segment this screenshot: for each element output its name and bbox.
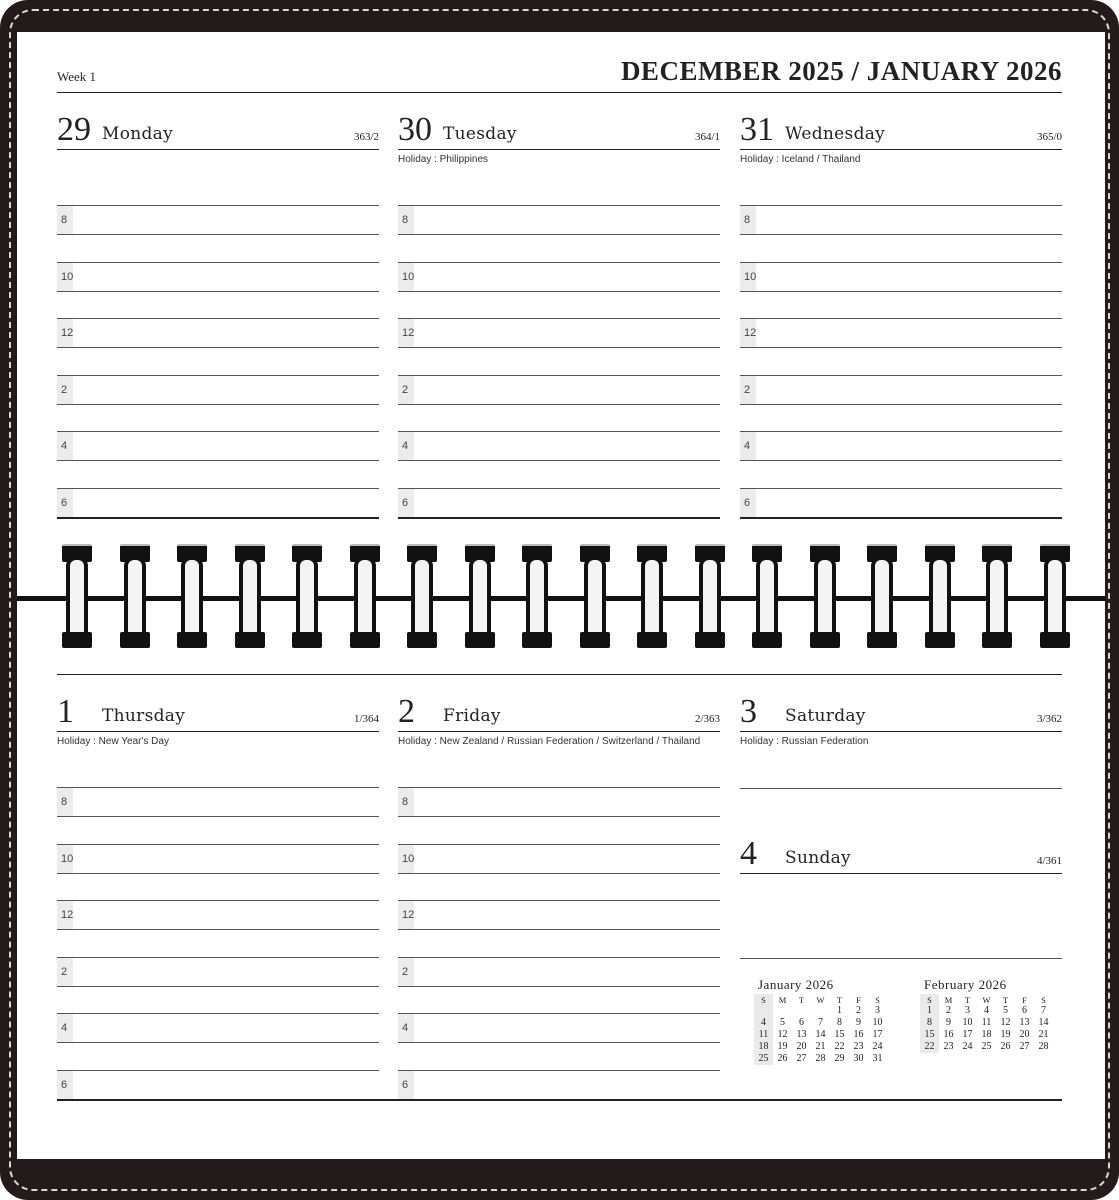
day-name: Monday <box>102 124 174 144</box>
day-number: 4 <box>740 835 757 872</box>
spiral-ring <box>465 544 495 648</box>
weekday-header: S <box>754 994 773 1005</box>
hour-line <box>398 816 720 817</box>
section-bottom-rule <box>398 517 720 519</box>
hour-line <box>57 375 379 376</box>
hour-line <box>57 957 379 958</box>
day-count: 364/1 <box>694 131 720 143</box>
spiral-ring <box>177 544 207 648</box>
hour-line <box>398 431 720 432</box>
mini-calendar-day: 17 <box>962 1029 973 1040</box>
hour-line <box>57 460 379 461</box>
day-name: Tuesday <box>443 124 517 144</box>
day-count: 365/0 <box>1036 131 1062 143</box>
hour-line <box>740 262 1062 263</box>
hour-line <box>57 1042 379 1043</box>
weekday-header: M <box>778 994 787 1005</box>
holiday-note: Holiday : Russian Federation <box>740 736 869 747</box>
day-saturday <box>740 693 1062 747</box>
spiral-ring <box>752 544 782 648</box>
hour-line <box>57 347 379 348</box>
day-number: 31 <box>740 111 774 148</box>
day-number: 1 <box>57 693 74 730</box>
spiral-ring <box>407 544 437 648</box>
mini-calendar-day: 30 <box>853 1053 864 1064</box>
hour-label: 2 <box>398 958 414 986</box>
day-sunday <box>740 835 1062 874</box>
mini-calendar-day <box>811 1005 830 1017</box>
mini-calendar-day: 6 <box>799 1017 804 1028</box>
mini-calendar-day: 31 <box>872 1053 883 1064</box>
page-title: DECEMBER 2025 / JANUARY 2026 <box>620 56 1062 86</box>
mini-calendar-day: 9 <box>856 1017 861 1028</box>
hour-label: 10 <box>57 845 73 873</box>
hour-line <box>57 986 379 987</box>
mini-calendar-day: 27 <box>796 1053 807 1064</box>
hour-line <box>740 318 1062 319</box>
section-bottom-rule <box>57 1099 1062 1101</box>
hour-label: 6 <box>398 489 414 517</box>
weekday-header: T <box>836 994 843 1005</box>
week-label: Week 1 <box>57 69 97 84</box>
hour-line <box>398 262 720 263</box>
hour-label: 2 <box>57 958 73 986</box>
hour-label: 6 <box>57 1071 73 1099</box>
spiral-ring <box>522 544 552 648</box>
note-line <box>740 958 1062 959</box>
hour-label: 8 <box>740 206 756 234</box>
day-header <box>398 111 720 150</box>
mini-calendar-day: 25 <box>981 1041 992 1052</box>
mini-calendar-day: 21 <box>815 1041 826 1052</box>
spiral-ring <box>982 544 1012 648</box>
mini-calendar-day <box>773 1005 792 1017</box>
hour-line <box>398 1013 720 1014</box>
mini-calendar-day: 12 <box>1000 1017 1011 1028</box>
hour-label: 8 <box>398 788 414 816</box>
hour-label: 10 <box>57 263 73 291</box>
hour-label: 4 <box>740 432 756 460</box>
mini-calendar-day: 20 <box>1019 1029 1030 1040</box>
weekday-header: F <box>856 994 861 1005</box>
hour-label: 12 <box>57 901 73 929</box>
hour-line <box>398 205 720 206</box>
mini-calendar-day: 22 <box>920 1041 939 1053</box>
day-header <box>740 111 1062 150</box>
hour-line <box>57 873 379 874</box>
day-header <box>57 693 379 732</box>
hour-line <box>398 957 720 958</box>
hour-label: 2 <box>398 376 414 404</box>
lower-page-rule <box>57 674 1062 675</box>
mini-calendar-day: 14 <box>1038 1017 1049 1028</box>
hour-label: 6 <box>57 489 73 517</box>
hour-line <box>740 460 1062 461</box>
mini-calendar-day <box>754 1005 773 1017</box>
mini-calendar-day: 2 <box>856 1005 861 1016</box>
holiday-note: Holiday : New Zealand / Russian Federation / Switzerland / Thailand <box>398 736 701 747</box>
mini-calendar-day: 14 <box>815 1029 826 1040</box>
mini-calendar-day: 4 <box>754 1017 773 1029</box>
hour-line <box>398 318 720 319</box>
note-line <box>740 788 1062 789</box>
day-monday <box>57 111 379 509</box>
day-name: Wednesday <box>785 124 886 144</box>
mini-calendar-day: 10 <box>962 1017 973 1028</box>
hour-line <box>398 1042 720 1043</box>
hour-line <box>398 347 720 348</box>
mini-calendar-day: 27 <box>1019 1041 1030 1052</box>
hour-line <box>398 460 720 461</box>
weekday-header: W <box>816 994 825 1005</box>
section-bottom-rule <box>740 517 1062 519</box>
hour-label: 2 <box>57 376 73 404</box>
hour-line <box>57 844 379 845</box>
weekday-header: T <box>1002 994 1009 1005</box>
day-tuesday <box>398 111 720 509</box>
hour-line <box>57 816 379 817</box>
mini-calendar <box>754 977 887 1065</box>
hour-line <box>57 1013 379 1014</box>
mini-calendar-day: 18 <box>754 1041 773 1053</box>
mini-calendar-day: 3 <box>965 1005 970 1016</box>
holiday-note: Holiday : Iceland / Thailand <box>740 154 861 165</box>
weekday-header: T <box>798 994 805 1005</box>
hour-line <box>740 404 1062 405</box>
hour-line <box>57 488 379 489</box>
hour-label: 8 <box>398 206 414 234</box>
spiral-ring <box>120 544 150 648</box>
spiral-ring <box>810 544 840 648</box>
mini-calendar-day: 4 <box>984 1005 989 1016</box>
mini-calendar-day: 3 <box>875 1005 880 1016</box>
hour-line <box>398 986 720 987</box>
mini-calendar-day: 5 <box>1003 1005 1008 1016</box>
mini-calendar-day: 24 <box>872 1041 883 1052</box>
hour-line <box>398 404 720 405</box>
hour-line <box>57 787 379 788</box>
hour-line <box>57 291 379 292</box>
hour-line <box>740 347 1062 348</box>
mini-calendar-day: 16 <box>943 1029 954 1040</box>
mini-calendar-day: 9 <box>946 1017 951 1028</box>
day-count: 363/2 <box>353 131 379 143</box>
holiday-note: Holiday : Philippines <box>398 154 489 165</box>
mini-calendar-day: 2 <box>946 1005 951 1016</box>
mini-calendar-day: 21 <box>1038 1029 1049 1040</box>
mini-calendar-day: 11 <box>754 1029 773 1041</box>
spiral-ring <box>292 544 322 648</box>
weekday-header: F <box>1022 994 1027 1005</box>
mini-calendar-day: 5 <box>780 1017 785 1028</box>
mini-calendar-day: 29 <box>834 1053 845 1064</box>
mini-calendar-day: 26 <box>777 1053 788 1064</box>
mini-calendar-day: 15 <box>920 1029 939 1041</box>
mini-calendar-day: 17 <box>872 1029 883 1040</box>
hour-line <box>57 234 379 235</box>
hour-line <box>57 431 379 432</box>
day-count: 1/364 <box>353 713 379 725</box>
mini-calendar-day: 6 <box>1022 1005 1027 1016</box>
mini-calendar-day: 19 <box>1000 1029 1011 1040</box>
mini-calendar-day: 18 <box>981 1029 992 1040</box>
spiral-ring <box>350 544 380 648</box>
weekday-header: S <box>1041 994 1046 1005</box>
mini-calendar-day: 23 <box>943 1041 954 1052</box>
hour-line <box>398 787 720 788</box>
hour-line <box>57 929 379 930</box>
hour-line <box>398 291 720 292</box>
spiral-ring <box>867 544 897 648</box>
hour-line <box>398 873 720 874</box>
mini-calendar-day: 19 <box>777 1041 788 1052</box>
spiral-ring <box>580 544 610 648</box>
weekday-header: T <box>964 994 971 1005</box>
hour-label: 4 <box>57 1014 73 1042</box>
mini-calendar-day: 1 <box>920 1005 939 1017</box>
day-header <box>740 693 1062 732</box>
mini-calendar-day: 7 <box>818 1017 823 1028</box>
hour-line <box>740 431 1062 432</box>
hour-line <box>398 900 720 901</box>
spiral-ring <box>62 544 92 648</box>
mini-calendar-day: 13 <box>796 1029 807 1040</box>
day-count: 2/363 <box>694 713 720 725</box>
day-header <box>57 111 379 150</box>
hour-label: 4 <box>57 432 73 460</box>
hour-label: 10 <box>740 263 756 291</box>
spiral-ring <box>637 544 667 648</box>
day-name: Sunday <box>785 848 851 868</box>
hour-line <box>398 488 720 489</box>
weekday-header: W <box>982 994 991 1005</box>
day-number: 2 <box>398 693 415 730</box>
day-count: 3/362 <box>1036 713 1062 725</box>
mini-calendar-day: 26 <box>1000 1041 1011 1052</box>
hour-line <box>740 205 1062 206</box>
section-bottom-rule <box>57 517 379 519</box>
hour-label: 12 <box>57 319 73 347</box>
day-number: 30 <box>398 111 432 148</box>
mini-calendar-day: 12 <box>777 1029 788 1040</box>
day-name: Thursday <box>102 706 186 726</box>
hour-label: 6 <box>740 489 756 517</box>
day-name: Friday <box>443 706 501 726</box>
mini-calendar-day: 11 <box>981 1017 992 1028</box>
day-name: Saturday <box>785 706 866 726</box>
day-number: 29 <box>57 111 91 148</box>
mini-calendar-day <box>792 1005 811 1017</box>
hour-label: 12 <box>398 319 414 347</box>
hour-label: 6 <box>398 1071 414 1099</box>
mini-calendar-day: 24 <box>962 1041 973 1052</box>
day-friday <box>398 693 720 1091</box>
mini-calendar-day: 25 <box>754 1053 773 1065</box>
holiday-note: Holiday : New Year's Day <box>57 736 169 747</box>
hour-line <box>57 318 379 319</box>
hour-label: 10 <box>398 263 414 291</box>
weekday-header: S <box>920 994 939 1005</box>
day-count: 4/361 <box>1036 855 1062 867</box>
day-header <box>398 693 720 732</box>
mini-calendar-day: 16 <box>853 1029 864 1040</box>
mini-calendar-title: January 2026 <box>758 977 834 992</box>
hour-line <box>398 929 720 930</box>
mini-calendar-day: 13 <box>1019 1017 1030 1028</box>
mini-calendar-day: 1 <box>837 1005 842 1016</box>
spiral-ring <box>925 544 955 648</box>
hour-label: 10 <box>398 845 414 873</box>
mini-calendar-day: 28 <box>815 1053 826 1064</box>
mini-calendar-day: 10 <box>872 1017 883 1028</box>
hour-line <box>57 900 379 901</box>
weekday-header: M <box>944 994 953 1005</box>
hour-line <box>57 404 379 405</box>
day-header <box>740 835 1062 874</box>
hour-line <box>57 262 379 263</box>
hour-line <box>398 234 720 235</box>
spiral-ring <box>695 544 725 648</box>
mini-calendar-day: 8 <box>920 1017 939 1029</box>
hour-line <box>740 375 1062 376</box>
mini-calendar-day: 20 <box>796 1041 807 1052</box>
hour-label: 12 <box>740 319 756 347</box>
hour-line <box>398 844 720 845</box>
day-wednesday <box>740 111 1062 509</box>
hour-line <box>740 291 1062 292</box>
hour-line <box>57 205 379 206</box>
weekday-header: S <box>875 994 880 1005</box>
hour-label: 4 <box>398 432 414 460</box>
mini-calendar-day: 8 <box>837 1017 842 1028</box>
hour-label: 4 <box>398 1014 414 1042</box>
mini-calendar-day: 15 <box>834 1029 845 1040</box>
mini-calendar-day: 28 <box>1038 1041 1049 1052</box>
mini-calendar-day: 22 <box>834 1041 845 1052</box>
mini-calendar <box>920 977 1053 1053</box>
hour-label: 12 <box>398 901 414 929</box>
spiral-ring <box>1040 544 1070 648</box>
day-number: 3 <box>740 693 757 730</box>
spiral-ring <box>235 544 265 648</box>
mini-calendar-day: 7 <box>1041 1005 1046 1016</box>
hour-line <box>398 375 720 376</box>
hour-line <box>398 1070 720 1071</box>
day-thursday <box>57 693 379 1091</box>
mini-calendar-title: February 2026 <box>924 977 1007 992</box>
hour-label: 2 <box>740 376 756 404</box>
hour-line <box>740 488 1062 489</box>
hour-line <box>57 1070 379 1071</box>
header-rule <box>57 92 1062 93</box>
mini-calendar-day: 23 <box>853 1041 864 1052</box>
hour-label: 8 <box>57 206 73 234</box>
hour-label: 8 <box>57 788 73 816</box>
hour-line <box>740 234 1062 235</box>
